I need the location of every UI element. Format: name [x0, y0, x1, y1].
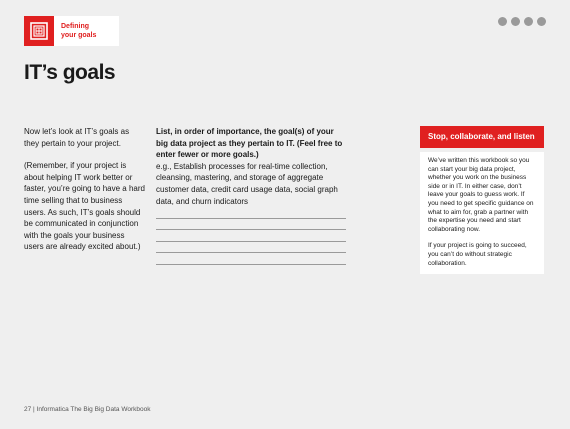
- goals-example: e.g., Establish processes for real-time collection, cleansing, mastering, and storage of aggregate customer data, credit card usage data, social graph data, and churn indicators: [156, 161, 338, 206]
- section-header: [24, 16, 119, 46]
- sidebar-body: [420, 152, 544, 274]
- intro-text: [24, 126, 146, 264]
- section-label: [61, 22, 96, 40]
- goals-prompt: List, in order of importance, the goal(s) of your big data project as they pertain to IT. (Feel free to enter fewer or more goals.): [156, 127, 343, 160]
- linkedin-icon[interactable]: [537, 17, 546, 26]
- answer-line[interactable]: [156, 264, 346, 265]
- twitter-icon[interactable]: [524, 17, 533, 26]
- page-footer: 27 | Informatica The Big Big Data Workbook: [24, 406, 151, 413]
- answer-line[interactable]: [156, 218, 346, 219]
- social-links: [498, 17, 546, 26]
- page-title: IT’s goals: [24, 61, 116, 84]
- sidebar-callout: [420, 126, 544, 274]
- answer-line[interactable]: [156, 241, 346, 242]
- sidebar-paragraph-2: If your project is going to succeed, you can’t do without strategic collaboration.: [428, 242, 527, 267]
- answer-line[interactable]: [156, 252, 346, 253]
- sidebar-heading: Stop, collaborate, and listen: [420, 126, 544, 148]
- sidebar-paragraph-1: We’ve written this workbook so you can start your big data project, whether you work on the business side or in IT. In either case, don’t leave your goals to guess work. If you need to get specific guidance on what to aim for, grab a partner with the expertise you need and start collaborating now.: [428, 157, 534, 233]
- section-label-line2: your goals: [61, 32, 97, 39]
- answer-lines: [156, 218, 346, 265]
- facebook-icon[interactable]: [511, 17, 520, 26]
- informatica-logo-icon: [24, 16, 54, 46]
- section-label-line1: Defining: [61, 23, 89, 30]
- goals-list-section: [156, 126, 346, 265]
- rss-icon[interactable]: [498, 17, 507, 26]
- intro-paragraph-2: (Remember, if your project is about helping IT work better or faster, you’re going to have a hard time selling that to business users. As such, IT’s goals should be communicated in conjunction with the goals your business users are already excited about.): [24, 161, 145, 252]
- intro-paragraph-1: Now let’s look at IT’s goals as they pertain to your project.: [24, 127, 130, 148]
- answer-line[interactable]: [156, 229, 346, 230]
